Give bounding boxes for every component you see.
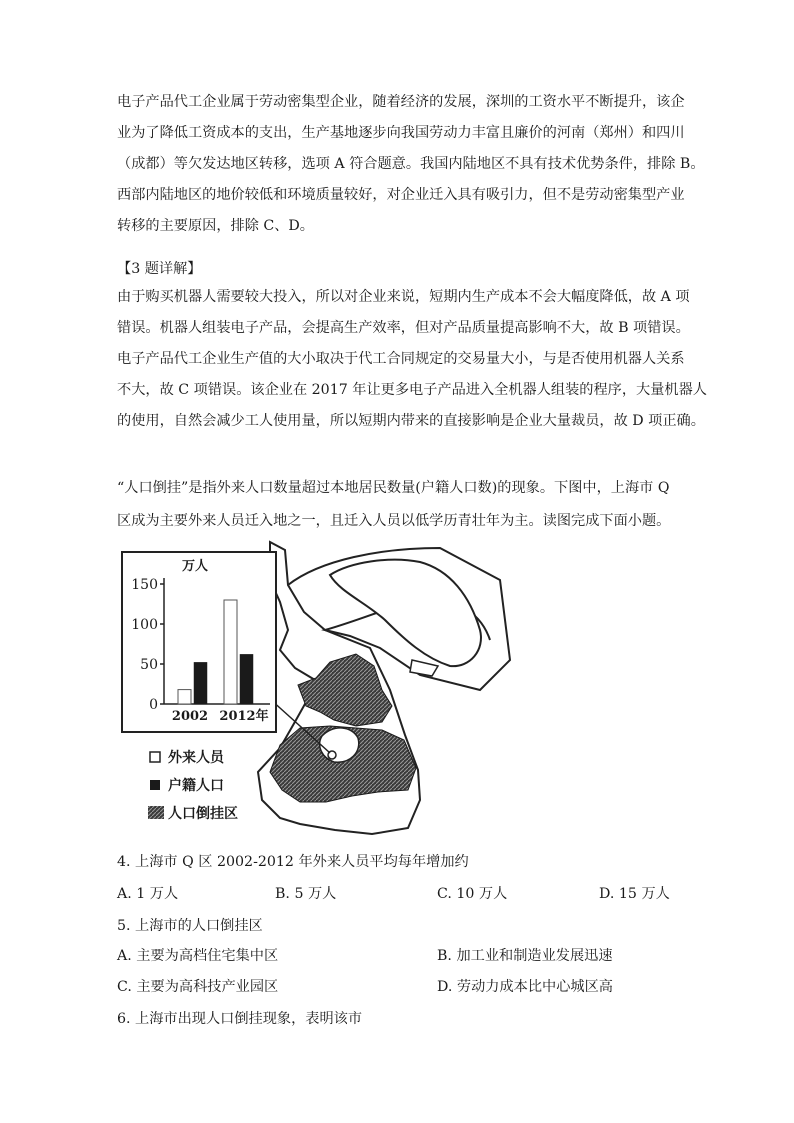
text-line: 的使用，自然会减少工人使用量，所以短期内带来的直接影响是企业大量裁员，故 D 项正确。: [117, 413, 705, 429]
text-line: “人口倒挂”是指外来人口数量超过本地居民数量(户籍人口数)的现象。下图中，上海市 Q: [117, 480, 670, 496]
chongming-island: [330, 560, 481, 666]
text-line: 业为了降低工资成本的支出，生产基地逐步向我国劳动力丰富且廉价的河南（郑州）和四川: [117, 125, 685, 141]
legend-swatch-hollow: [150, 752, 160, 762]
legend: [148, 749, 238, 822]
question-intro: [117, 472, 689, 538]
question-5-stem: 5. 上海市的人口倒挂区: [117, 918, 263, 934]
changxing-island: [410, 660, 438, 676]
question-5-option-a[interactable]: A. 主要为高档住宅集中区: [117, 948, 279, 964]
legend-label-migrants: 外来人员: [168, 750, 224, 766]
question-4-stem: 4. 上海市 Q 区 2002-2012 年外来人员平均每年增加约: [117, 854, 469, 870]
y-tick-label: 0: [149, 697, 158, 713]
question-5-option-c[interactable]: C. 主要为高科技产业园区: [117, 979, 279, 995]
text-line: 错误。机器人组装电子产品，会提高生产效率，但对产品质量提高影响不大，故 B 项错误。: [117, 320, 690, 336]
bar-migrants-2012: [224, 600, 237, 704]
legend-swatch-hatched: [148, 806, 164, 819]
bar-migrants-2002: [178, 690, 191, 704]
text-line: 转移的主要原因，排除 C、D。: [117, 218, 314, 234]
x-tick-label-2002: 2002: [171, 709, 209, 724]
text-line: （成都）等欠发达地区转移，选项 A 符合题意。我国内陆地区不具有技术优势条件，排除 B。: [117, 156, 705, 172]
chart-panel: [122, 552, 276, 732]
text-line: 电子产品代工企业属于劳动密集型企业，随着经济的发展，深圳的工资水平不断提升，该企: [117, 94, 685, 110]
bar-registered-2002: [194, 662, 207, 704]
answer-paragraph-3: [117, 282, 707, 437]
question-4-option-a[interactable]: A. 1 万人: [117, 886, 179, 902]
section-heading-3: 【3 题详解】: [117, 261, 202, 277]
y-tick-label: 150: [131, 577, 158, 593]
legend-label-inversion: 人口倒挂区: [168, 806, 238, 822]
bar-registered-2012: [240, 654, 253, 704]
y-tick-label: 100: [131, 617, 158, 633]
text-line: 电子产品代工企业生产值的大小取决于代工合同规定的交易量大小，与是否使用机器人关系: [117, 351, 685, 367]
question-4-option-b[interactable]: B. 5 万人: [275, 886, 337, 902]
legend-label-registered: 户籍人口: [168, 778, 224, 794]
text-line: 不大，故 C 项错误。该企业在 2017 年让更多电子产品进入全机器人组装的程序，大量机器人: [117, 382, 707, 398]
question-5-option-b[interactable]: B. 加工业和制造业发展迅速: [437, 948, 613, 964]
question-4-option-d[interactable]: D. 15 万人: [599, 886, 670, 902]
question-4-option-c[interactable]: C. 10 万人: [437, 886, 508, 902]
question-5-option-d[interactable]: D. 劳动力成本比中心城区高: [437, 979, 613, 995]
text-line: 由于购买机器人需要较大投入，所以对企业来说，短期内生产成本不会大幅度降低，故 A 项: [117, 289, 690, 305]
y-axis-label: 万人: [182, 559, 209, 574]
shanghai-map: [258, 542, 510, 834]
x-tick-label-2012: 2012年: [219, 709, 269, 724]
question-6-stem: 6. 上海市出现人口倒挂现象，表明该市: [117, 1011, 363, 1027]
text-line: 区成为主要外来人员迁入地之一，且迁入人员以低学历青壮年为主。读图完成下面小题。: [117, 513, 671, 529]
text-line: 西部内陆地区的地价较低和环境质量较好，对企业迁入具有吸引力，但不是劳动密集型产业: [117, 187, 685, 203]
y-tick-label: 50: [140, 657, 158, 673]
legend-swatch-solid: [150, 780, 160, 790]
shanghai-population-figure: [120, 540, 515, 838]
answer-paragraph-2: [117, 87, 705, 242]
central-city: [320, 728, 359, 762]
